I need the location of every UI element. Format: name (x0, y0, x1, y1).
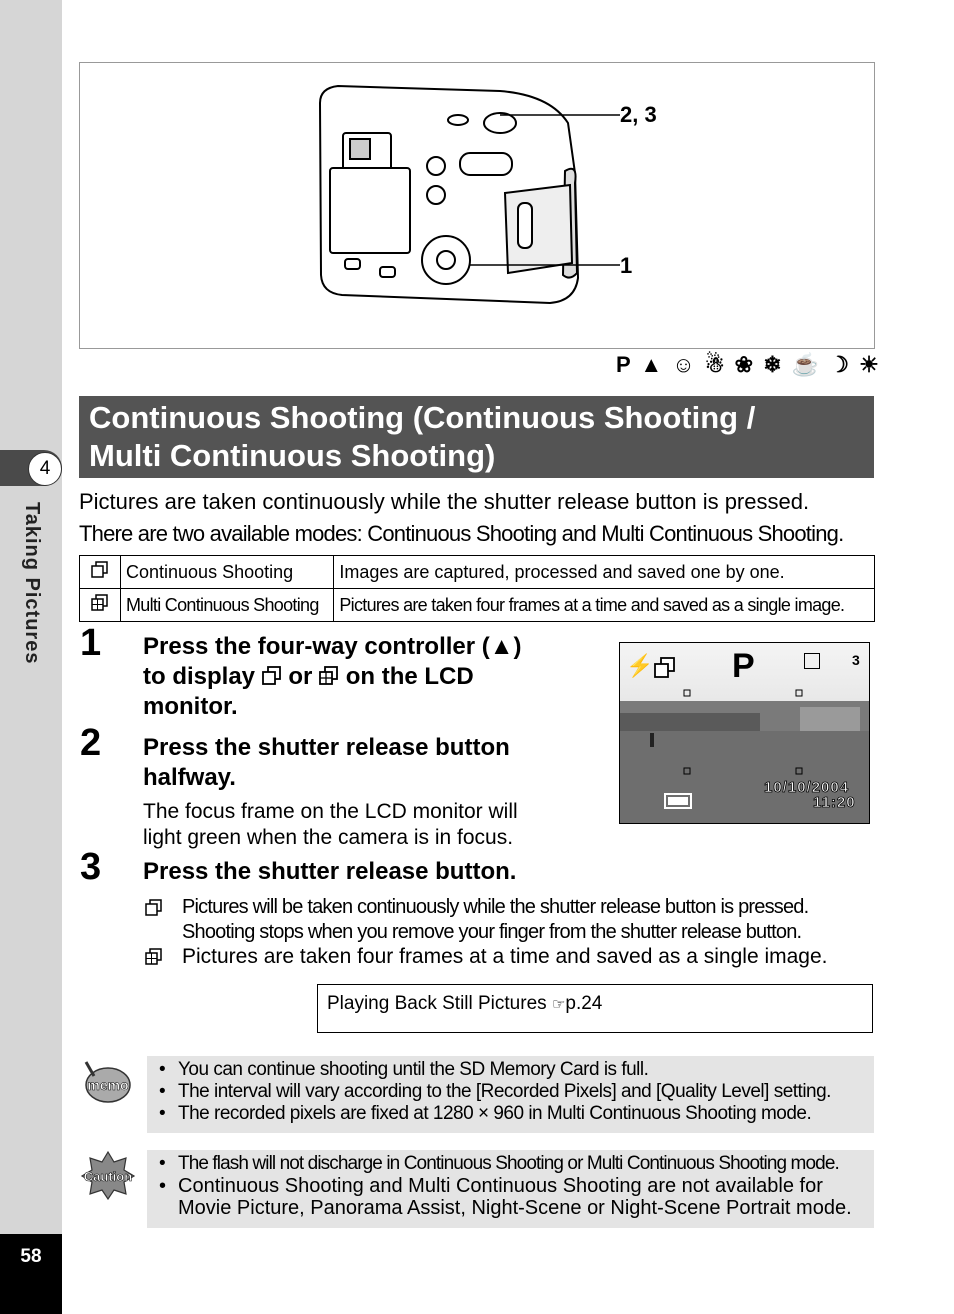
mode-name: Multi Continuous Shooting (121, 589, 334, 622)
lcd-monitor-preview (619, 642, 870, 824)
modes-table (79, 555, 875, 622)
step-2-number: 2 (80, 722, 102, 764)
intro-modes-text: There are two available modes: Continuous Shooting and Multi Continuous Shooting. (79, 521, 844, 546)
multi-continuous-icon (319, 666, 339, 686)
camera-figure (79, 62, 875, 349)
step-1-line-2c: on the LCD (345, 663, 474, 690)
step-3-note-2-line-1: Pictures are taken four frames at a time and saved as a single image. (182, 945, 828, 968)
step-3-text: Press the shutter release button. (143, 858, 517, 885)
step-1-line-2a: to display (143, 663, 256, 690)
memo-icon-label: memo (87, 1077, 129, 1093)
lcd-date: 10/10/2004 (764, 779, 850, 796)
continuous-icon (145, 899, 163, 917)
caution-item-continued: Movie Picture, Panorama Assist, Night-Scene or Night-Scene Portrait mode. (178, 1197, 852, 1219)
step-2-text (143, 733, 510, 793)
reference-page[interactable]: p.24 (565, 993, 603, 1014)
memo-item: • You can continue shooting until the SD Memory Card is full. (159, 1059, 874, 1081)
title-line-1: Continuous Shooting (Continuous Shooting / (89, 400, 756, 435)
available-modes-icons: P ▲ ☺ ☃ ❀ ❄ ☕ ☽ ☀ (616, 352, 881, 377)
reference-text: Playing Back Still Pictures (327, 993, 547, 1014)
flash-off-icon: ⚡ (626, 653, 654, 678)
step-3-note-1-line-1: Pictures will be taken continuously while the shutter release button is pressed. (182, 896, 809, 918)
step-1-text (143, 632, 522, 722)
mode-description: Images are captured, processed and saved one by one. (334, 556, 875, 589)
pointing-hand-icon: ☞ (551, 996, 566, 1013)
table-row (80, 589, 875, 622)
step-3-number: 3 (80, 846, 102, 888)
memo-box (147, 1056, 874, 1133)
chapter-number: 4 (28, 452, 62, 486)
chapter-label: Taking Pictures (21, 502, 43, 665)
caution-icon-label: Caution (83, 1169, 133, 1184)
callout-shutter: 2, 3 (620, 102, 657, 127)
caution-item: • The flash will not discharge in Continuous Shooting or Multi Continuous Shooting mode. (159, 1153, 874, 1175)
title-line-2: Multi Continuous Shooting) (89, 438, 496, 473)
frames-remaining: 3 (852, 652, 860, 668)
continuous-icon (262, 666, 282, 686)
memo-icon (80, 1060, 132, 1111)
step-2-note (143, 799, 518, 851)
lcd-mode: P (732, 647, 755, 685)
reference-box (317, 984, 873, 1033)
table-row (80, 556, 875, 589)
step-1-line-1: Press the four-way controller (▲) (143, 633, 522, 660)
step-1-line-2 (143, 662, 522, 692)
memo-item: • The recorded pixels are fixed at 1280 × 960 in Multi Continuous Shooting mode. (159, 1103, 874, 1125)
page-number: 58 (0, 1234, 62, 1314)
multi-continuous-icon (145, 948, 163, 966)
caution-icon (80, 1150, 136, 1205)
card-icon (804, 653, 820, 669)
continuous-icon (654, 657, 676, 679)
camera-illustration (80, 63, 874, 348)
continuous-icon (80, 556, 121, 589)
intro-text: Pictures are taken continuously while the shutter release button is pressed. (79, 489, 810, 514)
step-2-note-line-1: The focus frame on the LCD monitor will (143, 800, 518, 823)
memo-item: • The interval will vary according to the [Recorded Pixels] and [Quality Level] setting. (159, 1081, 874, 1103)
mode-name: Continuous Shooting (121, 556, 334, 589)
multi-continuous-icon (80, 589, 121, 622)
caution-item: • Continuous Shooting and Multi Continuous Shooting are not available for (159, 1175, 874, 1197)
caution-box (147, 1150, 874, 1228)
step-3-note-1-line-2: Shooting stops when you remove your finger from the shutter release button. (182, 921, 802, 943)
mode-description: Pictures are taken four frames at a time and saved as a single image. (334, 589, 875, 622)
step-2-note-line-2: light green when the camera is in focus. (143, 826, 514, 849)
lcd-time: 11:20 (813, 794, 856, 811)
step-1-number: 1 (80, 622, 102, 664)
section-title (79, 396, 874, 478)
step-2-line-1: Press the shutter release button (143, 734, 510, 761)
step-1-line-3: monitor. (143, 693, 238, 720)
step-2-line-2: halfway. (143, 764, 236, 791)
step-1-line-2b: or (288, 663, 313, 690)
callout-controller: 1 (620, 253, 633, 278)
